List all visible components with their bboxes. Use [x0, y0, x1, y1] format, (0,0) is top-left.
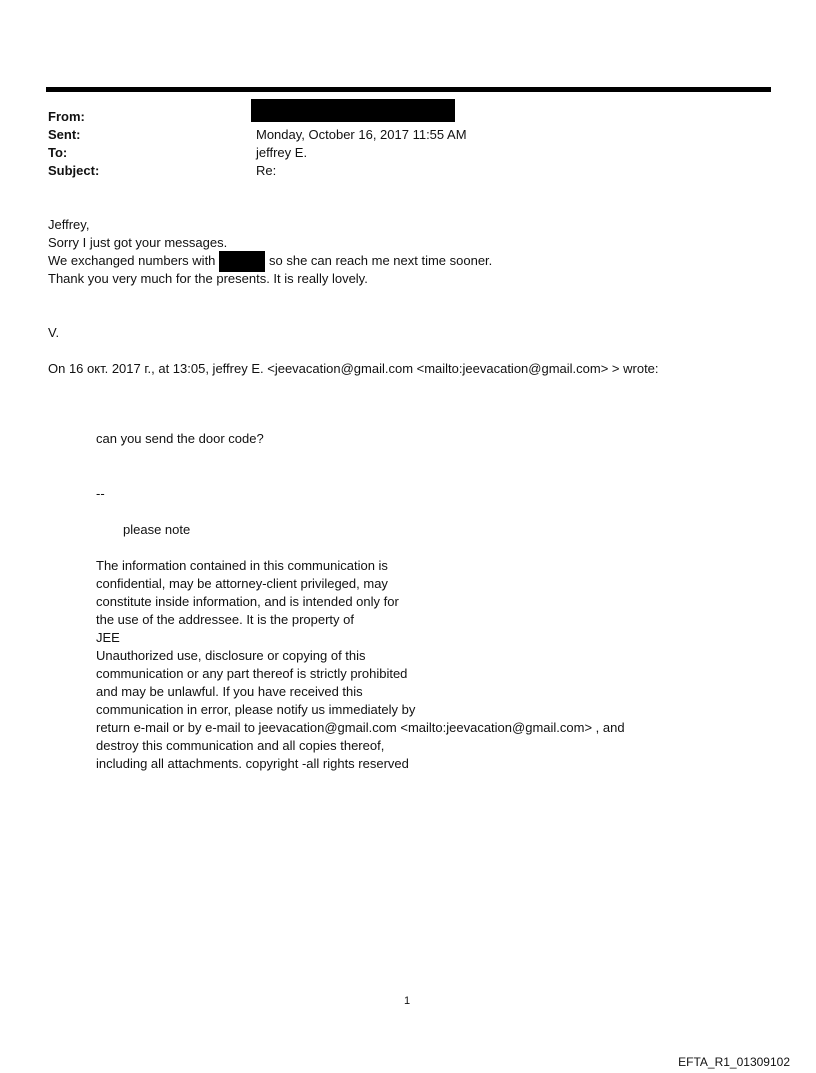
disclaimer-line: the use of the addressee. It is the property of — [96, 612, 354, 627]
disclaimer-line: communication or any part thereof is strictly prohibited — [96, 666, 408, 681]
sent-label: Sent: — [48, 127, 81, 142]
reply-line-3: Thank you very much for the presents. It is really lovely. — [48, 271, 368, 286]
disclaimer-line: return e-mail or by e-mail to jeevacation@gmail.com <mailto:jeevacation@gmail.com> , and — [96, 720, 625, 735]
to-value: jeffrey E. — [256, 145, 308, 160]
to-label: To: — [48, 145, 68, 160]
disclaimer-line: JEE — [96, 630, 120, 645]
from-label: From: — [48, 109, 85, 124]
reply-line-1: Sorry I just got your messages. — [48, 235, 228, 250]
disclaimer-line: destroy this communication and all copies thereof, — [96, 738, 385, 753]
please-note: please note — [123, 522, 191, 537]
disclaimer-line: constitute inside information, and is intended only for — [96, 594, 399, 609]
disclaimer-line: Unauthorized use, disclosure or copying of this — [96, 648, 366, 663]
signature-separator: -- — [96, 486, 105, 501]
sent-value: Monday, October 16, 2017 11:55 AM — [256, 127, 467, 142]
quoted-intro: On 16 окт. 2017 г., at 13:05, jeffrey E. <jeevacation@gmail.com <mailto:jeevacation@gmail.com> > wrote: — [48, 361, 659, 376]
quoted-question: can you send the door code? — [96, 431, 264, 446]
subject-value: Re: — [256, 163, 277, 178]
subject-label: Subject: — [48, 163, 100, 178]
name-redaction — [219, 251, 265, 272]
disclaimer-line: The information contained in this communication is — [96, 558, 388, 573]
page-number: 1 — [404, 995, 411, 1007]
disclaimer-line: communication in error, please notify us immediately by — [96, 702, 416, 717]
from-redaction — [251, 99, 455, 122]
disclaimer-line: confidential, may be attorney-client privileged, may — [96, 576, 388, 591]
reply-line-2-start: We exchanged numbers with — [48, 253, 216, 268]
header-rule — [46, 87, 771, 92]
document-id: EFTA_R1_01309102 — [678, 1055, 790, 1069]
disclaimer-line: including all attachments. copyright -all rights reserved — [96, 756, 409, 771]
signoff: V. — [48, 325, 60, 340]
disclaimer-line: and may be unlawful. If you have received this — [96, 684, 363, 699]
reply-line-2-end: so she can reach me next time sooner. — [269, 253, 493, 268]
greeting: Jeffrey, — [48, 217, 90, 232]
